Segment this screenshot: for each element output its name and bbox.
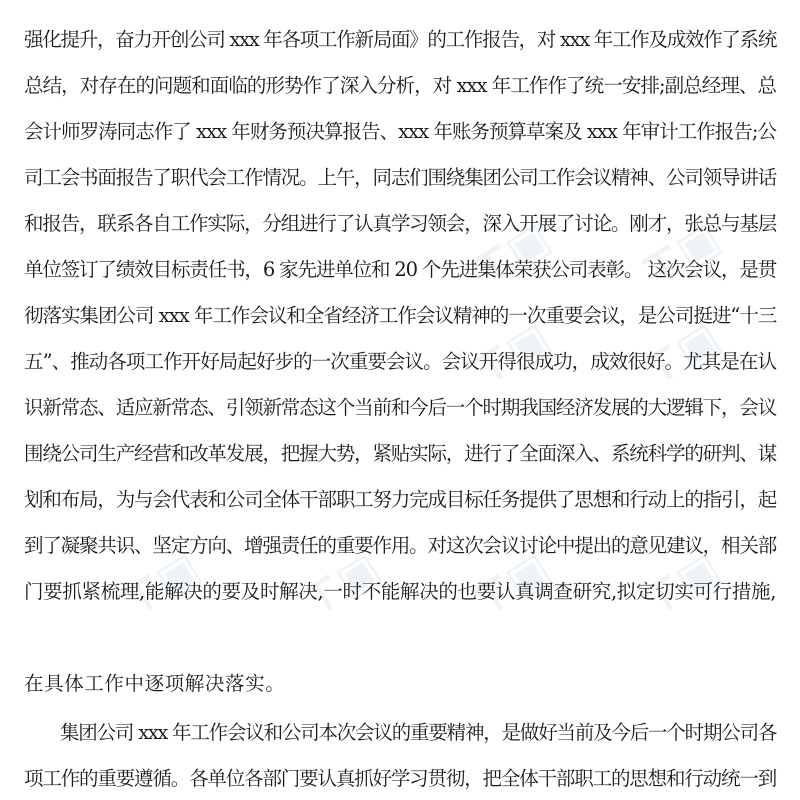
text-line: 门要抓紧梳理,能解决的要及时解决,一时不能解决的也要认真调查研究,拟定切实可行措施, (24, 580, 776, 603)
text-line: 彻落实集团公司 xxx 年工作会议和全省经济工作会议精神的一次重要会议，是公司挺进“十三 (24, 304, 777, 327)
text-line: 划和布局，为与会代表和公司全体干部职工努力完成目标任务提供了思想和行动上的指引，起 (24, 488, 776, 511)
watermark-2: ⊤▣ (632, 212, 730, 299)
text-line: 总结，对存在的问题和面临的形势作了深入分析，对 xxx 年工作作了统一安排;副总经理、总 (24, 74, 776, 97)
watermark-5: ⊤▣ (112, 542, 210, 629)
text-line: 识新常态、适应新常态、引领新常态这个当前和今后一个时期我国经济发展的大逻辑下，会议 (24, 396, 776, 419)
text-line: 五”、推动各项工作开好局起好步的一次重要会议。会议开得很成功，成效很好。尤其是在认 (24, 350, 776, 373)
text-line: 会计师罗涛同志作了 xxx 年财务预决算报告、xxx 年账务预算草案及 xxx 年审计工作报告;公 (24, 120, 776, 143)
watermark-1: ⊤▣ (462, 212, 560, 299)
paragraph-2-line: 集团公司 xxx 年工作会议和公司本次会议的重要精神，是做好当前及今后一个时期公司各 (60, 721, 776, 744)
watermark-4: ⊤▣ (632, 312, 730, 399)
watermark-3: ⊤▣ (462, 312, 560, 399)
text-line: 司工会书面报告了职代会工作情况。上午，同志们围绕集团公司工作会议精神、公司领导讲话 (24, 166, 776, 189)
watermark-6: ⊤▣ (292, 542, 390, 629)
watermark-7: ⊤▣ (462, 542, 560, 629)
watermark-8: ⊤▣ (632, 542, 730, 629)
text-line: 和报告，联系各自工作实际，分组进行了认真学习领会，深入开展了讨论。刚才，张总与基层 (24, 212, 776, 235)
text-line: 强化提升，奋力开创公司 xxx 年各项工作新局面》的工作报告，对 xxx 年工作及成效作了系统 (24, 28, 776, 51)
paragraph-2-line: 项工作的重要遵循。各单位各部门要认真抓好学习贯彻，把全体干部职工的思想和行动统一到 (24, 767, 776, 790)
text-line-tail: 在具体工作中逐项解决落实。 (24, 672, 286, 695)
text-line: 单位签订了绩效目标责任书，6 家先进单位和 20 个先进集体荣获公司表彰。 这次会议，是贯 (24, 258, 776, 281)
text-line: 到了凝聚共识、坚定方向、增强责任的重要作用。对这次会议讨论中提出的意见建议，相关部 (24, 534, 776, 557)
text-line: 围绕公司生产经营和改革发展，把握大势，紧贴实际，进行了全面深入、系统科学的研判、谋 (24, 442, 776, 465)
